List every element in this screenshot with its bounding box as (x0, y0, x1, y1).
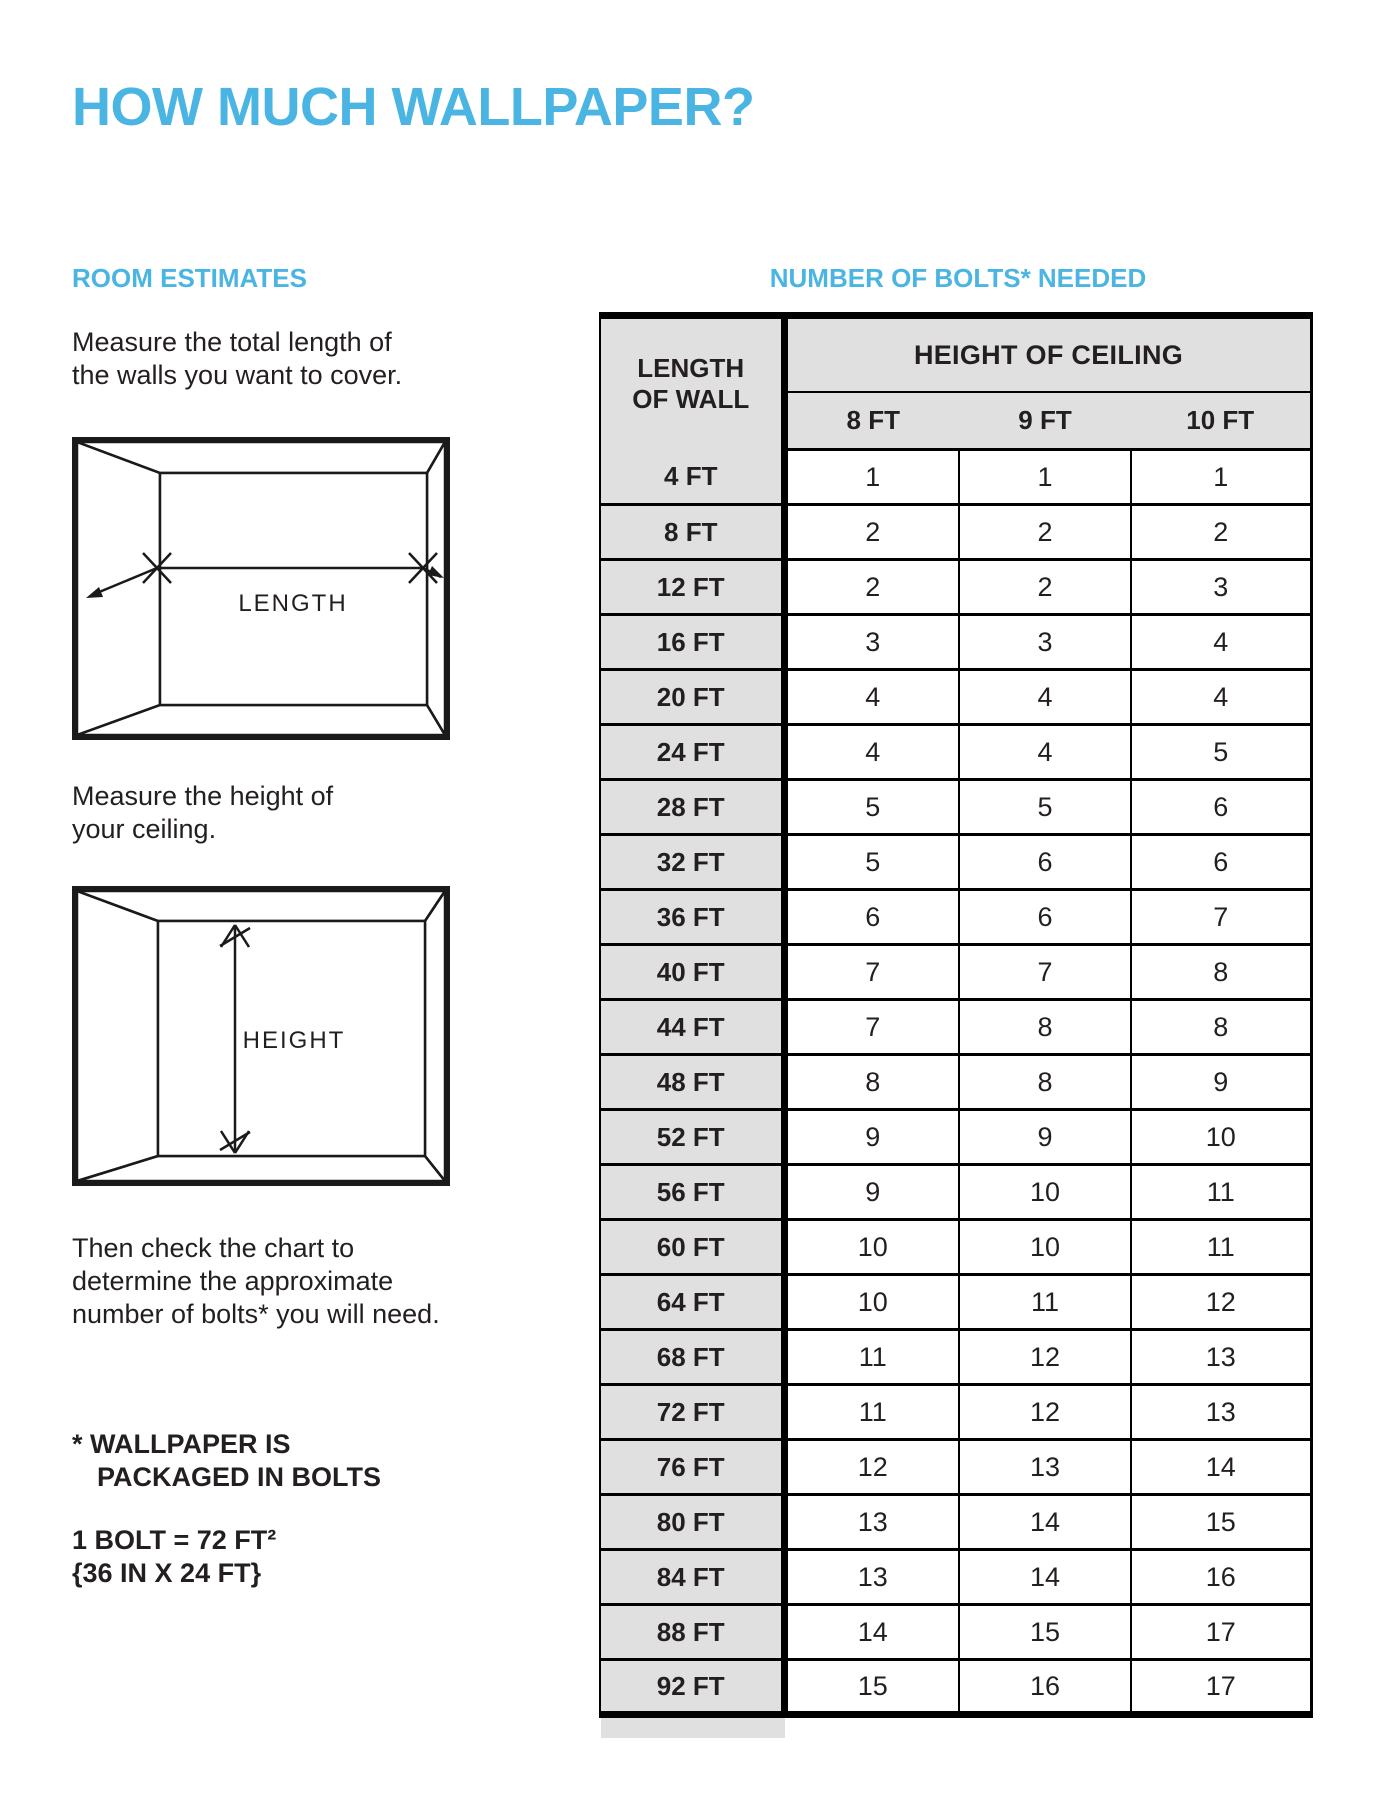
table-row (600, 1165, 1311, 1220)
length-of-wall-header (600, 316, 784, 450)
ceiling-label: CEILING (239, 445, 347, 471)
floor-label: FLOOR (248, 706, 338, 732)
wall-length-label: 24 FT (600, 725, 784, 780)
col-header-10ft: 10 FT (1131, 392, 1311, 450)
table-row (600, 505, 1311, 560)
bolt-count-cell: 1 (784, 450, 959, 505)
bolt-count-cell: 11 (1131, 1165, 1311, 1220)
bolt-count-cell: 2 (959, 505, 1131, 560)
bolt-count-cell: 11 (1131, 1220, 1311, 1275)
bolt-count-cell: 12 (784, 1440, 959, 1495)
header-line: LENGTH (637, 353, 745, 384)
bolt-count-cell: 5 (1131, 725, 1311, 780)
col-header-9ft: 9 FT (959, 392, 1131, 450)
table-header-row (600, 316, 1311, 393)
table-row (600, 1330, 1311, 1385)
wall-length-label: 40 FT (600, 945, 784, 1000)
bolts-table-heading: NUMBER OF BOLTS* NEEDED (769, 263, 1147, 293)
table-row (600, 1385, 1311, 1440)
wall-length-label: 76 FT (600, 1440, 784, 1495)
bolt-count-cell: 17 (1131, 1660, 1311, 1715)
bolt-count-cell: 7 (784, 1000, 959, 1055)
bolt-count-cell: 7 (784, 945, 959, 1000)
wall-length-label: 28 FT (600, 780, 784, 835)
bolt-count-cell: 2 (784, 505, 959, 560)
bolt-count-cell: 7 (959, 945, 1131, 1000)
length-label: LENGTH (238, 590, 348, 617)
bolt-count-cell: 3 (784, 615, 959, 670)
table-row (600, 1550, 1311, 1605)
bolt-count-cell: 6 (784, 890, 959, 945)
bolt-count-cell: 7 (1131, 890, 1311, 945)
col-header-8ft: 8 FT (784, 392, 959, 450)
bolt-count-cell: 4 (1131, 615, 1311, 670)
height-label: HEIGHT (242, 1027, 346, 1054)
bolt-count-cell: 15 (959, 1605, 1131, 1660)
bolt-count-cell: 4 (784, 670, 959, 725)
wall-length-label: 64 FT (600, 1275, 784, 1330)
bolt-count-cell: 8 (959, 1055, 1131, 1110)
ceiling-label: CEILING (237, 893, 345, 919)
wall-length-label: 88 FT (600, 1605, 784, 1660)
table-row (600, 1275, 1311, 1330)
wall-length-label: 56 FT (600, 1165, 784, 1220)
wall-length-label: 16 FT (600, 615, 784, 670)
wall-length-label: 48 FT (600, 1055, 784, 1110)
bolt-count-cell: 2 (959, 560, 1131, 615)
bolts-table (599, 312, 1313, 1718)
bolt-count-cell: 15 (1131, 1495, 1311, 1550)
table-row (600, 1055, 1311, 1110)
room-diagram-height (72, 886, 450, 1186)
wall-length-label: 12 FT (600, 560, 784, 615)
table-row (600, 560, 1311, 615)
para-line: your ceiling. (72, 814, 217, 844)
bolt-count-cell: 12 (959, 1330, 1131, 1385)
wall-length-label: 72 FT (600, 1385, 784, 1440)
bolt-count-cell: 4 (959, 725, 1131, 780)
room-diagram-length (72, 437, 450, 740)
table-row (600, 835, 1311, 890)
bolt-count-cell: 13 (1131, 1385, 1311, 1440)
para-line: Measure the height of (72, 781, 334, 811)
bolt-count-cell: 17 (1131, 1605, 1311, 1660)
para-measure-length (72, 326, 402, 392)
wall-length-label: 8 FT (600, 505, 784, 560)
bolt-count-cell: 6 (1131, 835, 1311, 890)
bolt-count-cell: 6 (959, 890, 1131, 945)
bolt-count-cell: 8 (1131, 945, 1311, 1000)
bolt-count-cell: 10 (959, 1165, 1131, 1220)
bolt-count-cell: 2 (784, 560, 959, 615)
bolt-equation: 1 BOLT = 72 FT² (72, 1525, 277, 1555)
wall-length-label: 36 FT (600, 890, 784, 945)
wall-length-label: 4 FT (600, 450, 784, 505)
wall-length-label: 32 FT (600, 835, 784, 890)
table-row (600, 780, 1311, 835)
bolt-count-cell: 14 (959, 1495, 1131, 1550)
bolt-info (72, 1524, 276, 1590)
bolt-count-cell: 5 (959, 780, 1131, 835)
bolt-count-cell: 10 (1131, 1110, 1311, 1165)
bolt-count-cell: 6 (959, 835, 1131, 890)
bolt-count-cell: 13 (1131, 1330, 1311, 1385)
bolt-count-cell: 8 (959, 1000, 1131, 1055)
bolt-count-cell: 8 (784, 1055, 959, 1110)
bolt-count-cell: 14 (959, 1550, 1131, 1605)
wall-length-label: 92 FT (600, 1660, 784, 1715)
wall-length-label: 80 FT (600, 1495, 784, 1550)
para-line: determine the approximate (72, 1266, 394, 1296)
page-title: HOW MUCH WALLPAPER? (72, 77, 755, 137)
table-row (600, 450, 1311, 505)
table-row (600, 945, 1311, 1000)
bolt-count-cell: 10 (784, 1275, 959, 1330)
table-row (600, 615, 1311, 670)
para-measure-height (72, 780, 333, 846)
bolt-count-cell: 9 (784, 1110, 959, 1165)
table-row (600, 725, 1311, 780)
height-of-ceiling-header: HEIGHT OF CEILING (784, 316, 1311, 393)
footnote-line: * WALLPAPER IS (72, 1429, 291, 1459)
para-check-chart (72, 1232, 440, 1331)
bolt-count-cell: 16 (1131, 1550, 1311, 1605)
floor-label: FLOOR (246, 1153, 336, 1179)
wall-length-label: 60 FT (600, 1220, 784, 1275)
bolt-count-cell: 9 (1131, 1055, 1311, 1110)
bolt-count-cell: 13 (784, 1495, 959, 1550)
wall-length-label: 68 FT (600, 1330, 784, 1385)
bolt-count-cell: 1 (959, 450, 1131, 505)
table-row (600, 670, 1311, 725)
bolt-count-cell: 16 (959, 1660, 1131, 1715)
bolt-count-cell: 8 (1131, 1000, 1311, 1055)
table-row (600, 1440, 1311, 1495)
bolt-count-cell: 11 (784, 1330, 959, 1385)
bolt-count-cell: 15 (784, 1660, 959, 1715)
bolt-count-cell: 4 (959, 670, 1131, 725)
bolt-dimensions: {36 IN X 24 FT} (72, 1558, 262, 1588)
wallpaper-footnote (72, 1428, 381, 1494)
bolt-count-cell: 10 (784, 1220, 959, 1275)
bolt-count-cell: 2 (1131, 505, 1311, 560)
label-column-tail (601, 1718, 785, 1738)
bolt-count-cell: 5 (784, 835, 959, 890)
table-row (600, 1605, 1311, 1660)
bolt-count-cell: 3 (1131, 560, 1311, 615)
bolt-count-cell: 5 (784, 780, 959, 835)
bolt-count-cell: 9 (959, 1110, 1131, 1165)
wall-length-label: 52 FT (600, 1110, 784, 1165)
para-line: number of bolts* you will need. (72, 1299, 440, 1329)
bolt-count-cell: 12 (1131, 1275, 1311, 1330)
header-line: OF WALL (632, 384, 750, 415)
wall-length-label: 44 FT (600, 1000, 784, 1055)
bolt-count-cell: 11 (784, 1385, 959, 1440)
table-row (600, 1660, 1311, 1715)
bolt-count-cell: 4 (1131, 670, 1311, 725)
footnote-line: PACKAGED IN BOLTS (97, 1462, 382, 1492)
para-line: the walls you want to cover. (72, 360, 403, 390)
table-row (600, 890, 1311, 945)
table-row (600, 1220, 1311, 1275)
bolt-count-cell: 13 (959, 1440, 1131, 1495)
back-wall-face (160, 473, 427, 705)
bolt-count-cell: 1 (1131, 450, 1311, 505)
bolt-count-cell: 4 (784, 725, 959, 780)
bolt-count-cell: 12 (959, 1385, 1131, 1440)
bolt-count-cell: 3 (959, 615, 1131, 670)
para-line: Then check the chart to (72, 1233, 355, 1263)
bolt-count-cell: 11 (959, 1275, 1131, 1330)
para-line: Measure the total length of (72, 327, 392, 357)
bolt-count-cell: 14 (784, 1605, 959, 1660)
bolts-table-body (600, 450, 1311, 1715)
table-row (600, 1110, 1311, 1165)
table-row (600, 1000, 1311, 1055)
bolt-count-cell: 14 (1131, 1440, 1311, 1495)
bolts-table-container (599, 312, 1313, 1738)
bolt-count-cell: 6 (1131, 780, 1311, 835)
bolt-count-cell: 9 (784, 1165, 959, 1220)
wall-length-label: 84 FT (600, 1550, 784, 1605)
table-row (600, 1495, 1311, 1550)
wall-length-label: 20 FT (600, 670, 784, 725)
bolt-count-cell: 10 (959, 1220, 1131, 1275)
room-estimates-heading: ROOM ESTIMATES (72, 263, 307, 293)
bolt-count-cell: 13 (784, 1550, 959, 1605)
